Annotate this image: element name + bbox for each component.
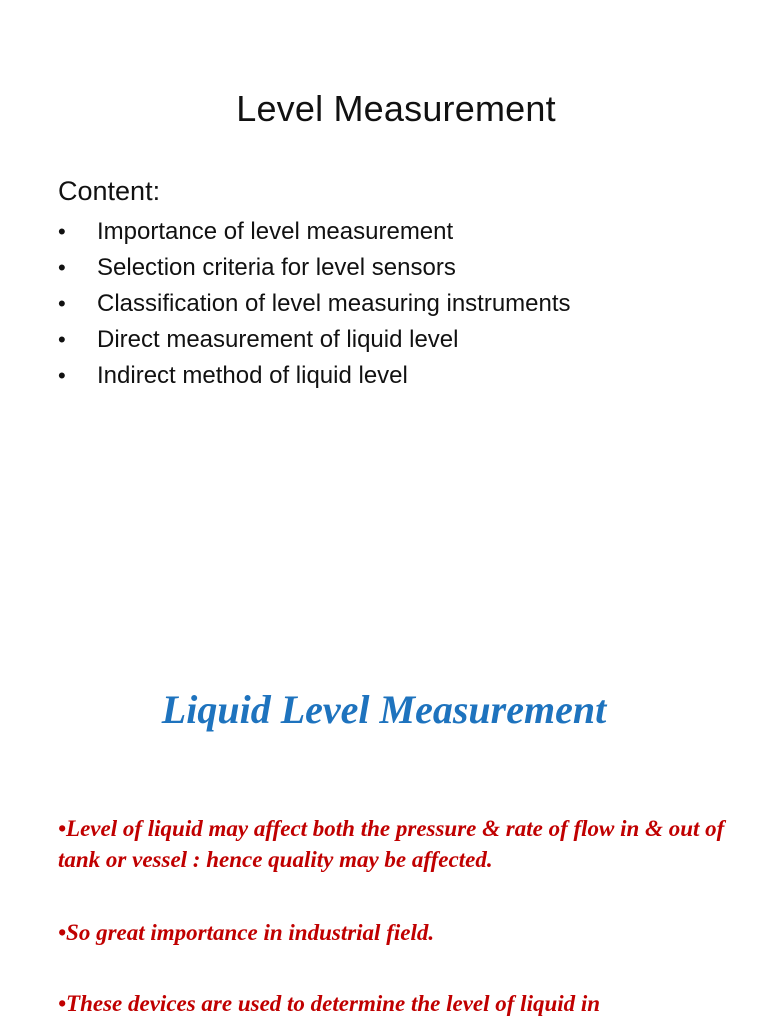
- slide-title-2: Liquid Level Measurement: [161, 687, 607, 732]
- list-item-text: Classification of level measuring instruments: [97, 290, 571, 317]
- paragraph-2: •So great importance in industrial field.: [58, 920, 435, 945]
- bullet-icon: •: [58, 219, 66, 244]
- list-item-text: Importance of level measurement: [97, 218, 454, 245]
- bullet-icon: •: [58, 327, 66, 352]
- list-item-text: Indirect method of liquid level: [97, 362, 408, 389]
- list-item-text: Selection criteria for level sensors: [97, 254, 456, 281]
- slide-2: [0, 576, 768, 1024]
- content-label: Content:: [58, 176, 161, 206]
- bullet-icon: •: [58, 363, 66, 388]
- bullet-icon: •: [58, 255, 66, 280]
- paragraph-1: •Level of liquid may affect both the pressure & rate of flow in & out of tank or vessel : hence quality may be affected.: [58, 816, 725, 872]
- list-item-text: Direct measurement of liquid level: [97, 326, 459, 353]
- paragraph-3: •These devices are used to determine the level of liquid in: [58, 991, 601, 1016]
- bullet-icon: •: [58, 291, 66, 316]
- slide-title: Level Measurement: [236, 88, 556, 129]
